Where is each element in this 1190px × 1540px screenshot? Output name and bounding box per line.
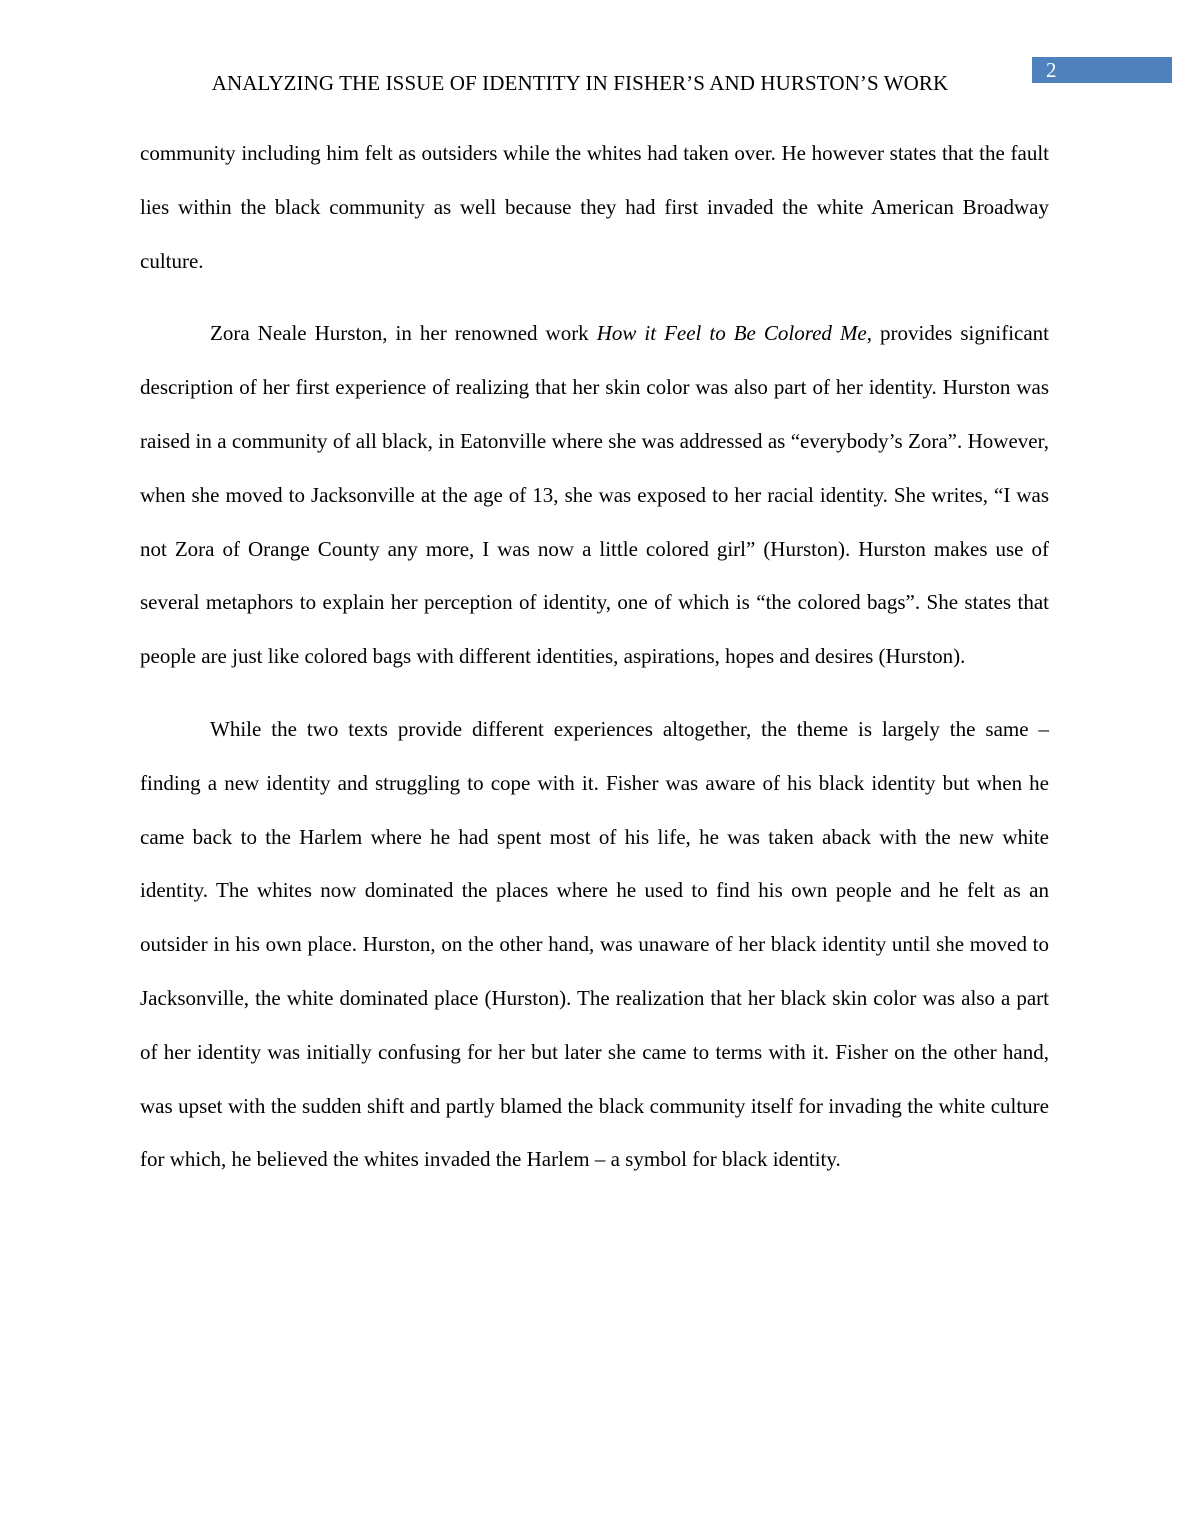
paragraph-hurston: [140, 307, 1049, 684]
paragraph-hurston-lead: Zora Neale Hurston, in her renowned work: [210, 321, 597, 346]
paragraph-comparison: While the two texts provide different experiences altogether, the theme is largely the same – finding a new identity and struggling to cope with it. Fisher was aware of his black identity but when he came back to the Harlem where he had spent most of his life, he was taken aback with the new white identity. The whites now dominated the places where he used to find his own people and he felt as an outsider in his own place. Hurston, on the other hand, was unaware of her black identity until she moved to Jacksonville, the white dominated place (Hurston). The realization that her black skin color was also a part of her identity was initially confusing for her but later she came to terms with it. Fisher on the other hand, was upset with the sudden shift and partly blamed the black community itself for invading the white culture for which, he believed the whites invaded the Harlem – a symbol for black identity.: [140, 716, 1049, 1172]
page-number: 2: [1032, 57, 1172, 83]
running-head: ANALYZING THE ISSUE OF IDENTITY IN FISHER’S AND HURSTON’S WORK: [211, 71, 949, 95]
work-title: How it Feel to Be Colored Me: [596, 321, 867, 346]
paragraph-continuation: community including him felt as outsiders while the whites had taken over. He however states that the fault lies within the black community as well because they had first invaded the white American Broadway culture.: [140, 141, 1049, 273]
document-body: [140, 127, 1049, 1206]
paragraph-hurston-body: , provides significant description of her first experience of realizing that her skin color was also part of her identity. Hurston was raised in a community of all black, in Eatonville where she was addressed as “everybody’s Zora”. However, when she moved to Jacksonville at the age of 13, she was exposed to her racial identity. She writes, “I was not Zora of Orange County any more, I was now a little colored girl” (Hurston). Hurston makes use of several metaphors to explain her perception of identity, one of which is “the colored bags”. She states that people are just like colored bags with different identities, aspirations, hopes and desires (Hurston).: [140, 321, 1050, 669]
